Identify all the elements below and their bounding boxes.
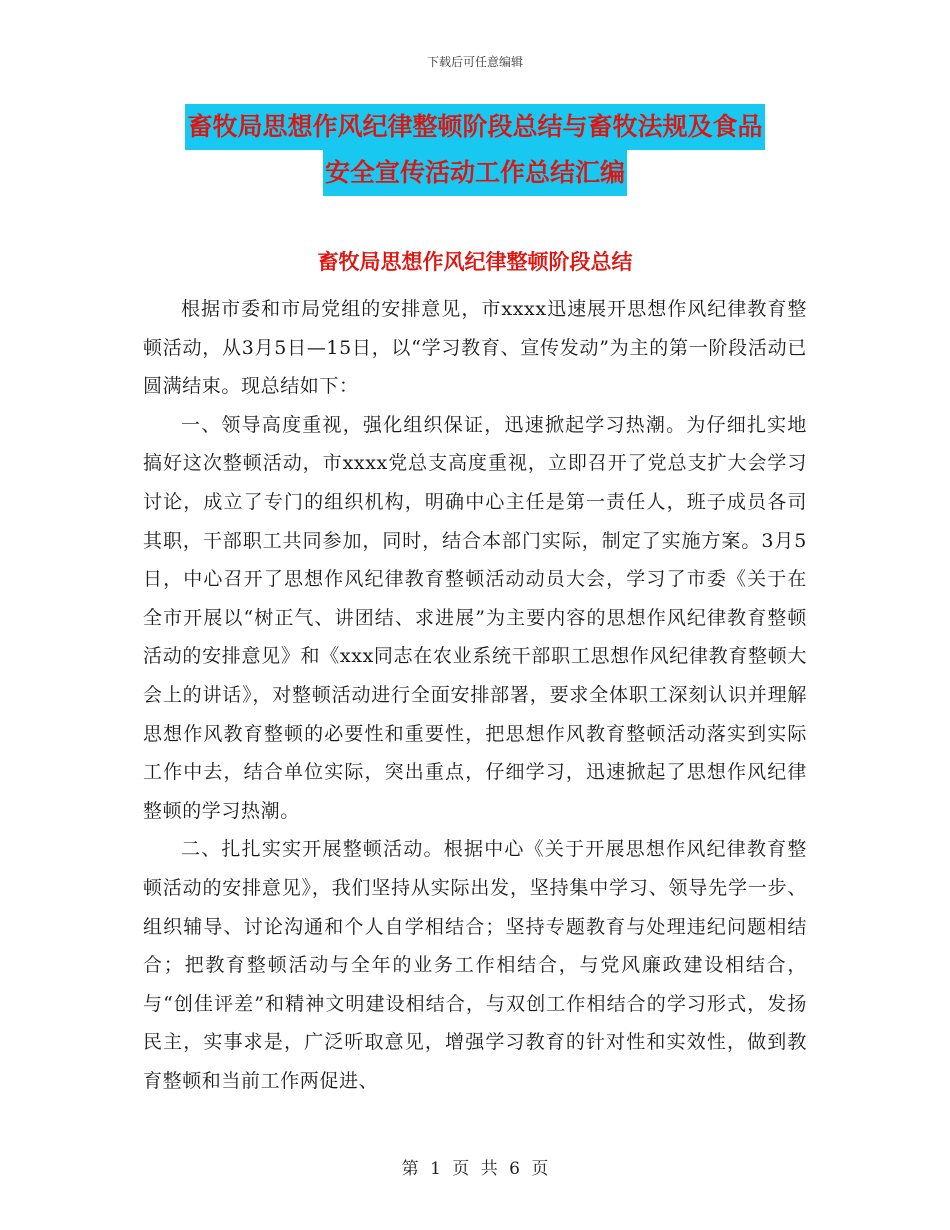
body-text	[143, 290, 807, 1100]
page-footer: 第 1 页 共 6 页	[401, 1159, 549, 1179]
paragraph-rectification: 二、扎扎实实开展整顿活动。根据中心《关于开展思想作风纪律教育整顿活动的安排意见》，我们坚持从实际出发，坚持集中学习、领导先学一步、组织辅导、讨论沟通和个人自学相结合；坚持专题教育与处理违纪问题相结合；把教育整顿活动与全年的业务工作相结合，与党风廉政建设相结合，与“创佳评差”和精神文明建设相结合，与双创工作相结合的学习形式，发扬民主，实事求是，广泛听取意见，增强学习教育的针对性和实效性，做到教育整顿和当前工作两促进、	[143, 838, 807, 1092]
document-title-line-1: 畜牧局思想作风纪律整顿阶段总结与畜牧法规及食品	[185, 104, 764, 150]
header-note: 下载后可任意编辑	[426, 55, 523, 69]
paragraph-leadership: 一、领导高度重视，强化组织保证，迅速掀起学习热潮。为仔细扎实地搞好这次整顿活动，市xxxx党总支高度重视，立即召开了党总支扩大会学习讨论，成立了专门的组织机构，明确中心主任是第一责任人，班子成员各司其职，干部职工共同参加，同时，结合本部门实际，制定了实施方案。3月5日，中心召开了思想作风纪律教育整顿活动动员大会，学习了市委《关于在全市开展以“树正气、讲团结、求进展”为主要内容的思想作风纪律教育整顿活动的安排意见》和《xxx同志在农业系统干部职工思想作风纪律教育整顿大会上的讲话》，对整顿活动进行全面安排部署，要求全体职工深刻认识并理解思想作风教育整顿的必要性和重要性，把思想作风教育整顿活动落实到实际工作中去，结合单位实际，突出重点，仔细学习，迅速掀起了思想作风纪律整顿的学习热潮。	[143, 413, 807, 822]
document-title	[0, 104, 950, 196]
document-title-line-2: 安全宣传活动工作总结汇编	[323, 150, 627, 196]
section-title: 畜牧局思想作风纪律整顿阶段总结	[317, 250, 633, 274]
paragraph-intro: 根据市委和市局党组的安排意见，市xxxx迅速展开思想作风纪律教育整顿活动，从3月5日—15日，以“学习教育、宣传发动”为主的第一阶段活动已圆满结束。现总结如下：	[143, 298, 807, 398]
